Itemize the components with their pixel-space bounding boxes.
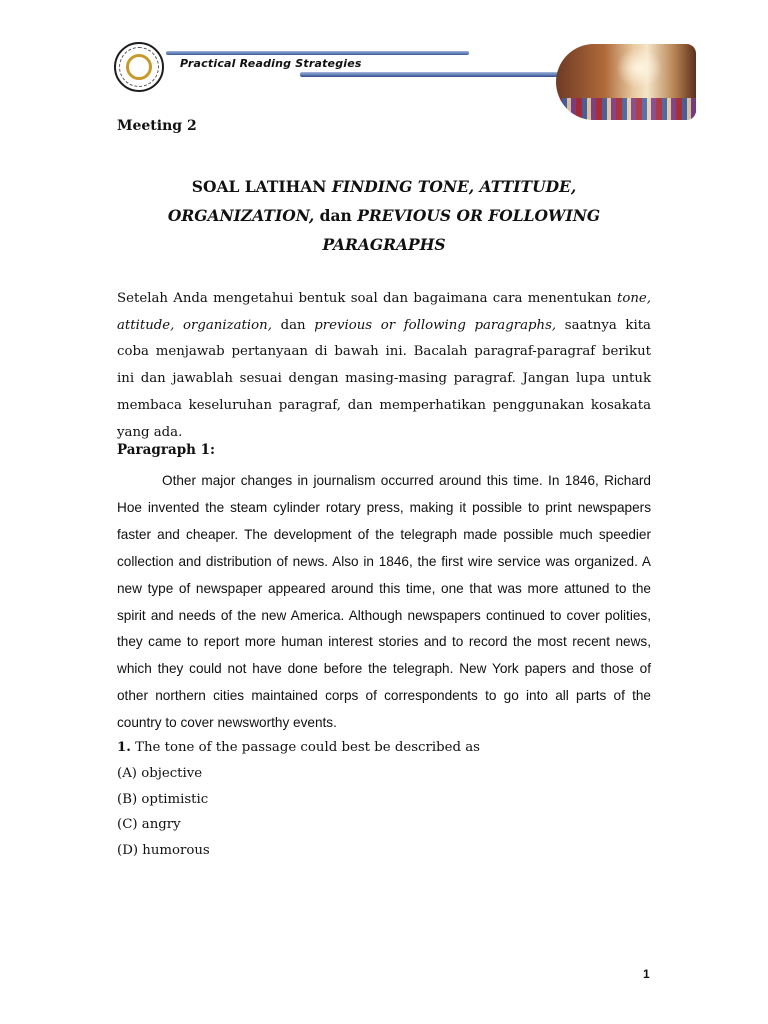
title-part: PARAGRAPHS <box>322 235 446 254</box>
answer-option: (A) objective <box>117 765 203 781</box>
intro-text: Setelah Anda mengetahui bentuk soal dan bagaimana cara menentukan <box>117 291 617 306</box>
answer-option: (C) angry <box>117 817 181 833</box>
title-part: ORGANIZATION, <box>167 206 315 225</box>
meeting-label: Meeting 2 <box>117 118 197 134</box>
title-part: PREVIOUS OR FOLLOWING <box>357 206 601 225</box>
intro-text: saatnya kita coba menjawab pertanyaan di bawah ini. Bacalah paragraf-paragraf berikut ini dan jawablah sesuai dengan masing-masing paragraf. Jangan lupa untuk membaca keseluruhan paragraf, dan memperhatikan penggunakan kosakata yang ada. <box>117 317 651 440</box>
header-rule-top <box>166 51 469 55</box>
title-part: FINDING TONE, ATTITUDE, <box>331 177 577 196</box>
question-1 <box>117 735 651 864</box>
question-number: 1. <box>117 740 131 755</box>
question-stem <box>117 735 651 761</box>
intro-paragraph <box>117 286 651 446</box>
page-number: 1 <box>643 967 650 981</box>
page-header <box>0 0 768 125</box>
book-spines <box>556 98 696 120</box>
title-part: dan <box>314 206 358 225</box>
title-part: SOAL LATIHAN <box>191 177 332 196</box>
university-seal-icon <box>114 42 164 92</box>
seal-emblem <box>126 54 152 80</box>
question-text: The tone of the passage could best be described as <box>130 740 480 755</box>
paragraph-heading: Paragraph 1: <box>117 442 216 458</box>
header-title: Practical Reading Strategies <box>180 57 362 70</box>
open-book-icon <box>556 44 696 120</box>
page-title <box>117 172 651 259</box>
header-rule-bottom <box>300 72 562 77</box>
book-pages <box>616 48 662 88</box>
intro-text: tone, attitude, organization, <box>117 291 651 333</box>
answer-option: (B) optimistic <box>117 791 209 807</box>
intro-text: previous or following paragraphs, <box>314 317 557 333</box>
reading-passage: Other major changes in journalism occurred around this time. In 1846, Richard Hoe invented the steam cylinder rotary press, making it possible to print newspapers faster and cheaper. The development of the telegraph made possible much speedier collection and distribution of news. Also in 1846, the first wire service was organized. A new type of newspaper appeared around this time, one that was more attuned to the spirit and needs of the new America. Although newspapers continued to cover polities, they came to report more human interest stories and to record the most recent news, which they could not have done before the telegraph. New York papers and those of other northern cities maintained corps of correspondents to go into all parts of the country to cover newsworthy events. <box>117 473 651 731</box>
answer-option: (D) humorous <box>117 843 210 859</box>
intro-text: dan <box>271 317 315 333</box>
